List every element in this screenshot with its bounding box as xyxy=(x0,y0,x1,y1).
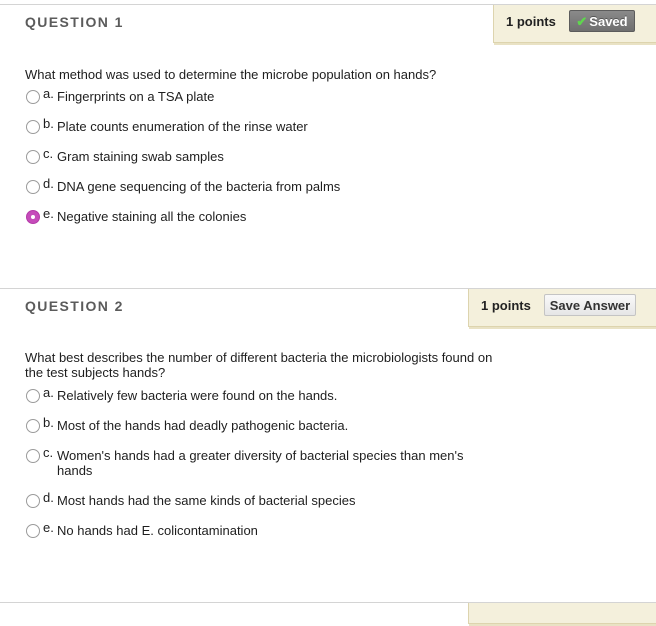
radio-button[interactable] xyxy=(26,494,40,508)
question-1 xyxy=(0,4,656,289)
option-text: Most of the hands had deadly pathogenic bacteria. xyxy=(57,418,349,433)
radio-button[interactable] xyxy=(26,419,40,433)
points-panel xyxy=(493,5,656,43)
option-text: DNA gene sequencing of the bacteria from palms xyxy=(57,179,341,194)
save-answer-button[interactable]: Save Answer xyxy=(544,294,636,316)
option-letter: e. xyxy=(43,206,54,221)
option-letter: d. xyxy=(43,490,54,505)
option-letter: a. xyxy=(43,385,54,400)
option-text: Negative staining all the colonies xyxy=(57,209,247,224)
radio-button[interactable] xyxy=(26,389,40,403)
option-text: Fingerprints on a TSA plate xyxy=(57,89,215,104)
option-text: Relatively few bacteria were found on the hands. xyxy=(57,388,338,403)
question-2 xyxy=(0,288,656,603)
radio-button[interactable] xyxy=(26,150,40,164)
option-letter: e. xyxy=(43,520,54,535)
option-letter: d. xyxy=(43,176,54,191)
option-text: Plate counts enumeration of the rinse water xyxy=(57,119,308,134)
question-title: QUESTION 2 xyxy=(25,298,124,314)
radio-button[interactable] xyxy=(26,449,40,463)
option-text: Women's hands had a greater diversity of bacterial species than men's hands xyxy=(57,448,464,478)
option-letter: a. xyxy=(43,86,54,101)
radio-button[interactable] xyxy=(26,524,40,538)
option-text: Gram staining swab samples xyxy=(57,149,224,164)
radio-button[interactable] xyxy=(26,180,40,194)
saved-button-label: Saved xyxy=(589,14,628,29)
radio-button[interactable] xyxy=(26,90,40,104)
question-prompt: What best describes the number of different bacteria the microbiologists found on the test subjects hands? xyxy=(25,350,493,380)
question-prompt: What method was used to determine the microbe population on hands? xyxy=(25,67,437,82)
saved-button[interactable] xyxy=(569,10,635,32)
radio-button-selected[interactable] xyxy=(26,210,40,224)
points-label: 1 points xyxy=(481,298,531,313)
points-panel xyxy=(468,289,656,327)
option-text: Most hands had the same kinds of bacterial species xyxy=(57,493,356,508)
check-icon: ✔ xyxy=(576,14,588,29)
option-letter: b. xyxy=(43,415,54,430)
question-title: QUESTION 1 xyxy=(25,14,124,30)
option-letter: c. xyxy=(43,146,54,161)
points-panel xyxy=(468,603,656,624)
radio-button[interactable] xyxy=(26,120,40,134)
option-text: No hands had E. colicontamination xyxy=(57,523,258,538)
points-label: 1 points xyxy=(506,14,556,29)
option-letter: c. xyxy=(43,445,54,460)
option-letter: b. xyxy=(43,116,54,131)
